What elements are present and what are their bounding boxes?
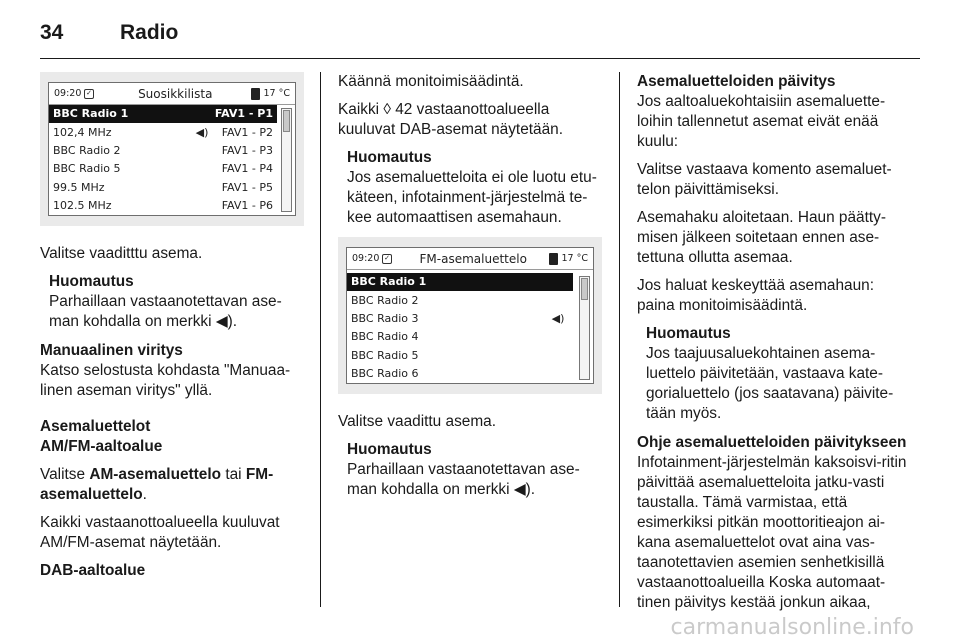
row-name: BBC Radio 1 [53,107,129,121]
note-text: Parhaillaan vastaanotettavan ase-man kohdalla on merkki ◀). [49,293,282,331]
list-row[interactable] [347,328,573,346]
abort-text: Jos haluat keskeyttää asemahaun: paina monitoimisäädintä. [637,277,874,314]
screen-clock: 09:20 [352,252,380,264]
software-text: Infotainment-järjestelmän kaksoisvi-ritin päivittää asemaluetteloita jatku-vasti taustalla. Tämä varmistaa, että esimerkiksi pitkän moottoritieajon ai-kana asemaluettelot ovat aina vas-taanotettavien asemien senhetkisillä vastaanottoalueilla Koska automaat-tinen päivitys kestää jonkun aikaa, [637,454,907,611]
all-amfm-text: Kaikki vastaanottoalueella kuuluvat AM/FM-asemat näytetään. [40,514,280,552]
row-name: BBC Radio 2 [53,143,121,157]
instruction-text: Valitse vaadittu asema. [338,413,496,431]
note-title: Huomautus [347,441,432,459]
row-name: BBC Radio 5 [53,162,121,176]
instruction-text: Valitse vaaditttu asema. [40,245,203,263]
scrollbar-thumb[interactable] [581,278,588,300]
scrollbar-thumb[interactable] [283,110,290,132]
am-list-label: AM-asemaluettelo [89,466,222,484]
fm-list-label: FM-asemaluettelo [40,466,274,504]
phone-icon [549,253,558,265]
check-icon: ✓ [382,254,392,264]
update-heading: Asemaluetteloiden päivitys [637,73,836,90]
phone-icon [251,88,260,100]
note-title: Huomautus [49,273,134,291]
row-name: BBC Radio 3 [351,311,419,325]
list-row[interactable] [49,179,277,197]
favourites-screen-figure [40,72,304,226]
station-lists-heading: Asemaluettelot [40,418,151,436]
screen-title: FM-asemaluettelo [419,251,527,266]
page-header [40,18,920,62]
row-name: BBC Radio 2 [351,293,419,307]
column-divider-2 [619,72,620,607]
row-name: BBC Radio 6 [351,367,419,381]
scrollbar[interactable] [579,276,590,380]
favourites-screen [48,82,296,216]
or-text: tai [221,466,246,484]
speaker-icon: ◀) [195,125,209,139]
check-icon: ✓ [84,89,94,99]
row-preset: FAV1 - P6 [221,199,273,213]
update-text: Jos aaltoaluekohtaisiin asemaluette-loihin tallennetut asemat eivät enää kuulu: [637,93,886,150]
list-row[interactable] [49,123,277,141]
list-row[interactable] [49,160,277,178]
arrow-icon: ◊ [383,101,391,118]
row-preset: FAV1 - P5 [221,180,273,194]
all-dab-prefix: Kaikki [338,101,384,118]
search-start-text: Asemahaku aloitetaan. Haun päätty-misen jälkeen soitetaan ennen ase-tettuna ollutta asemaa. [637,209,886,266]
fm-list-screen [346,247,594,384]
note-text: Jos taajuusaluekohtainen asema-luettelo päivitetään, vastaava kate-gorialuettelo (jos saatavana) päivite-tään myös. [646,345,894,422]
amfm-heading: AM/FM-aaltoalue [40,438,163,456]
dab-heading: DAB-aaltoalue [40,562,146,580]
note-block [347,440,602,500]
note-title: Huomautus [646,325,731,342]
turn-knob-text: Käännä monitoimisäädintä. [338,73,524,90]
speaker-icon: ◀) [551,311,565,325]
list-row[interactable] [49,197,277,215]
period: . [142,486,147,504]
note-text: Jos asemaluetteloita ei ole luotu etu-käteen, infotainment-järjestelmä te-kee automaattisen asemahaun. [347,169,597,226]
row-name: 99.5 MHz [53,180,105,194]
row-name: 102,4 MHz [53,125,112,139]
select-list-text [40,465,304,505]
screen-temperature: 17 °C [561,252,588,264]
list-row[interactable] [347,291,573,309]
list-row[interactable] [347,365,573,383]
column-divider-1 [320,72,321,607]
screen-title: Suosikkilista [138,86,213,101]
note-title: Huomautus [347,149,432,166]
list-row[interactable] [49,142,277,160]
all-dab-rest: 42 vastaanottoalueella kuuluvat DAB-asemat näytetään. [338,101,563,138]
row-name: BBC Radio 4 [351,330,419,344]
note-text: Parhaillaan vastaanotettavan ase-man kohdalla on merkki ◀). [347,461,580,499]
row-name: 102.5 MHz [53,199,112,213]
note-block [646,324,907,424]
row-name: BBC Radio 5 [351,348,419,362]
list-row[interactable] [347,310,573,328]
row-preset: FAV1 - P1 [214,107,273,121]
list-row[interactable] [347,273,573,291]
screen-clock: 09:20 [54,87,82,99]
select-command-text: Valitse vastaava komento asemaluet-telon päivittämiseksi. [637,161,892,198]
favourites-list [49,105,295,215]
row-name: BBC Radio 1 [351,275,427,289]
select-prefix: Valitse [40,466,90,484]
row-preset: FAV1 - P4 [221,162,273,176]
row-preset: FAV1 - P3 [221,143,273,157]
column-2 [338,72,602,509]
page-number: 34 [40,21,64,44]
manual-tuning-text: Katso selostusta kohdasta "Manuaa-linen aseman viritys" yllä. [40,362,291,400]
fm-list-screen-figure [338,237,602,394]
section-title: Radio [120,21,179,44]
watermark: carmanualsonline.info [670,615,914,640]
column-1 [40,72,304,581]
all-dab-text [338,100,602,140]
column-3 [637,72,907,621]
screen-temperature: 17 °C [263,87,290,99]
list-row[interactable] [49,105,277,123]
fm-station-list [347,273,593,383]
note-block [347,148,602,228]
header-rule [40,58,920,59]
manual-tuning-heading: Manuaalinen viritys [40,342,183,360]
screen-top-bar [49,83,295,105]
scrollbar[interactable] [281,108,292,212]
row-preset: FAV1 - P2 [221,125,273,139]
software-heading: Ohje asemaluetteloiden päivitykseen [637,434,907,451]
screen-top-bar [347,248,593,270]
note-block [49,272,304,332]
list-row[interactable] [347,347,573,365]
